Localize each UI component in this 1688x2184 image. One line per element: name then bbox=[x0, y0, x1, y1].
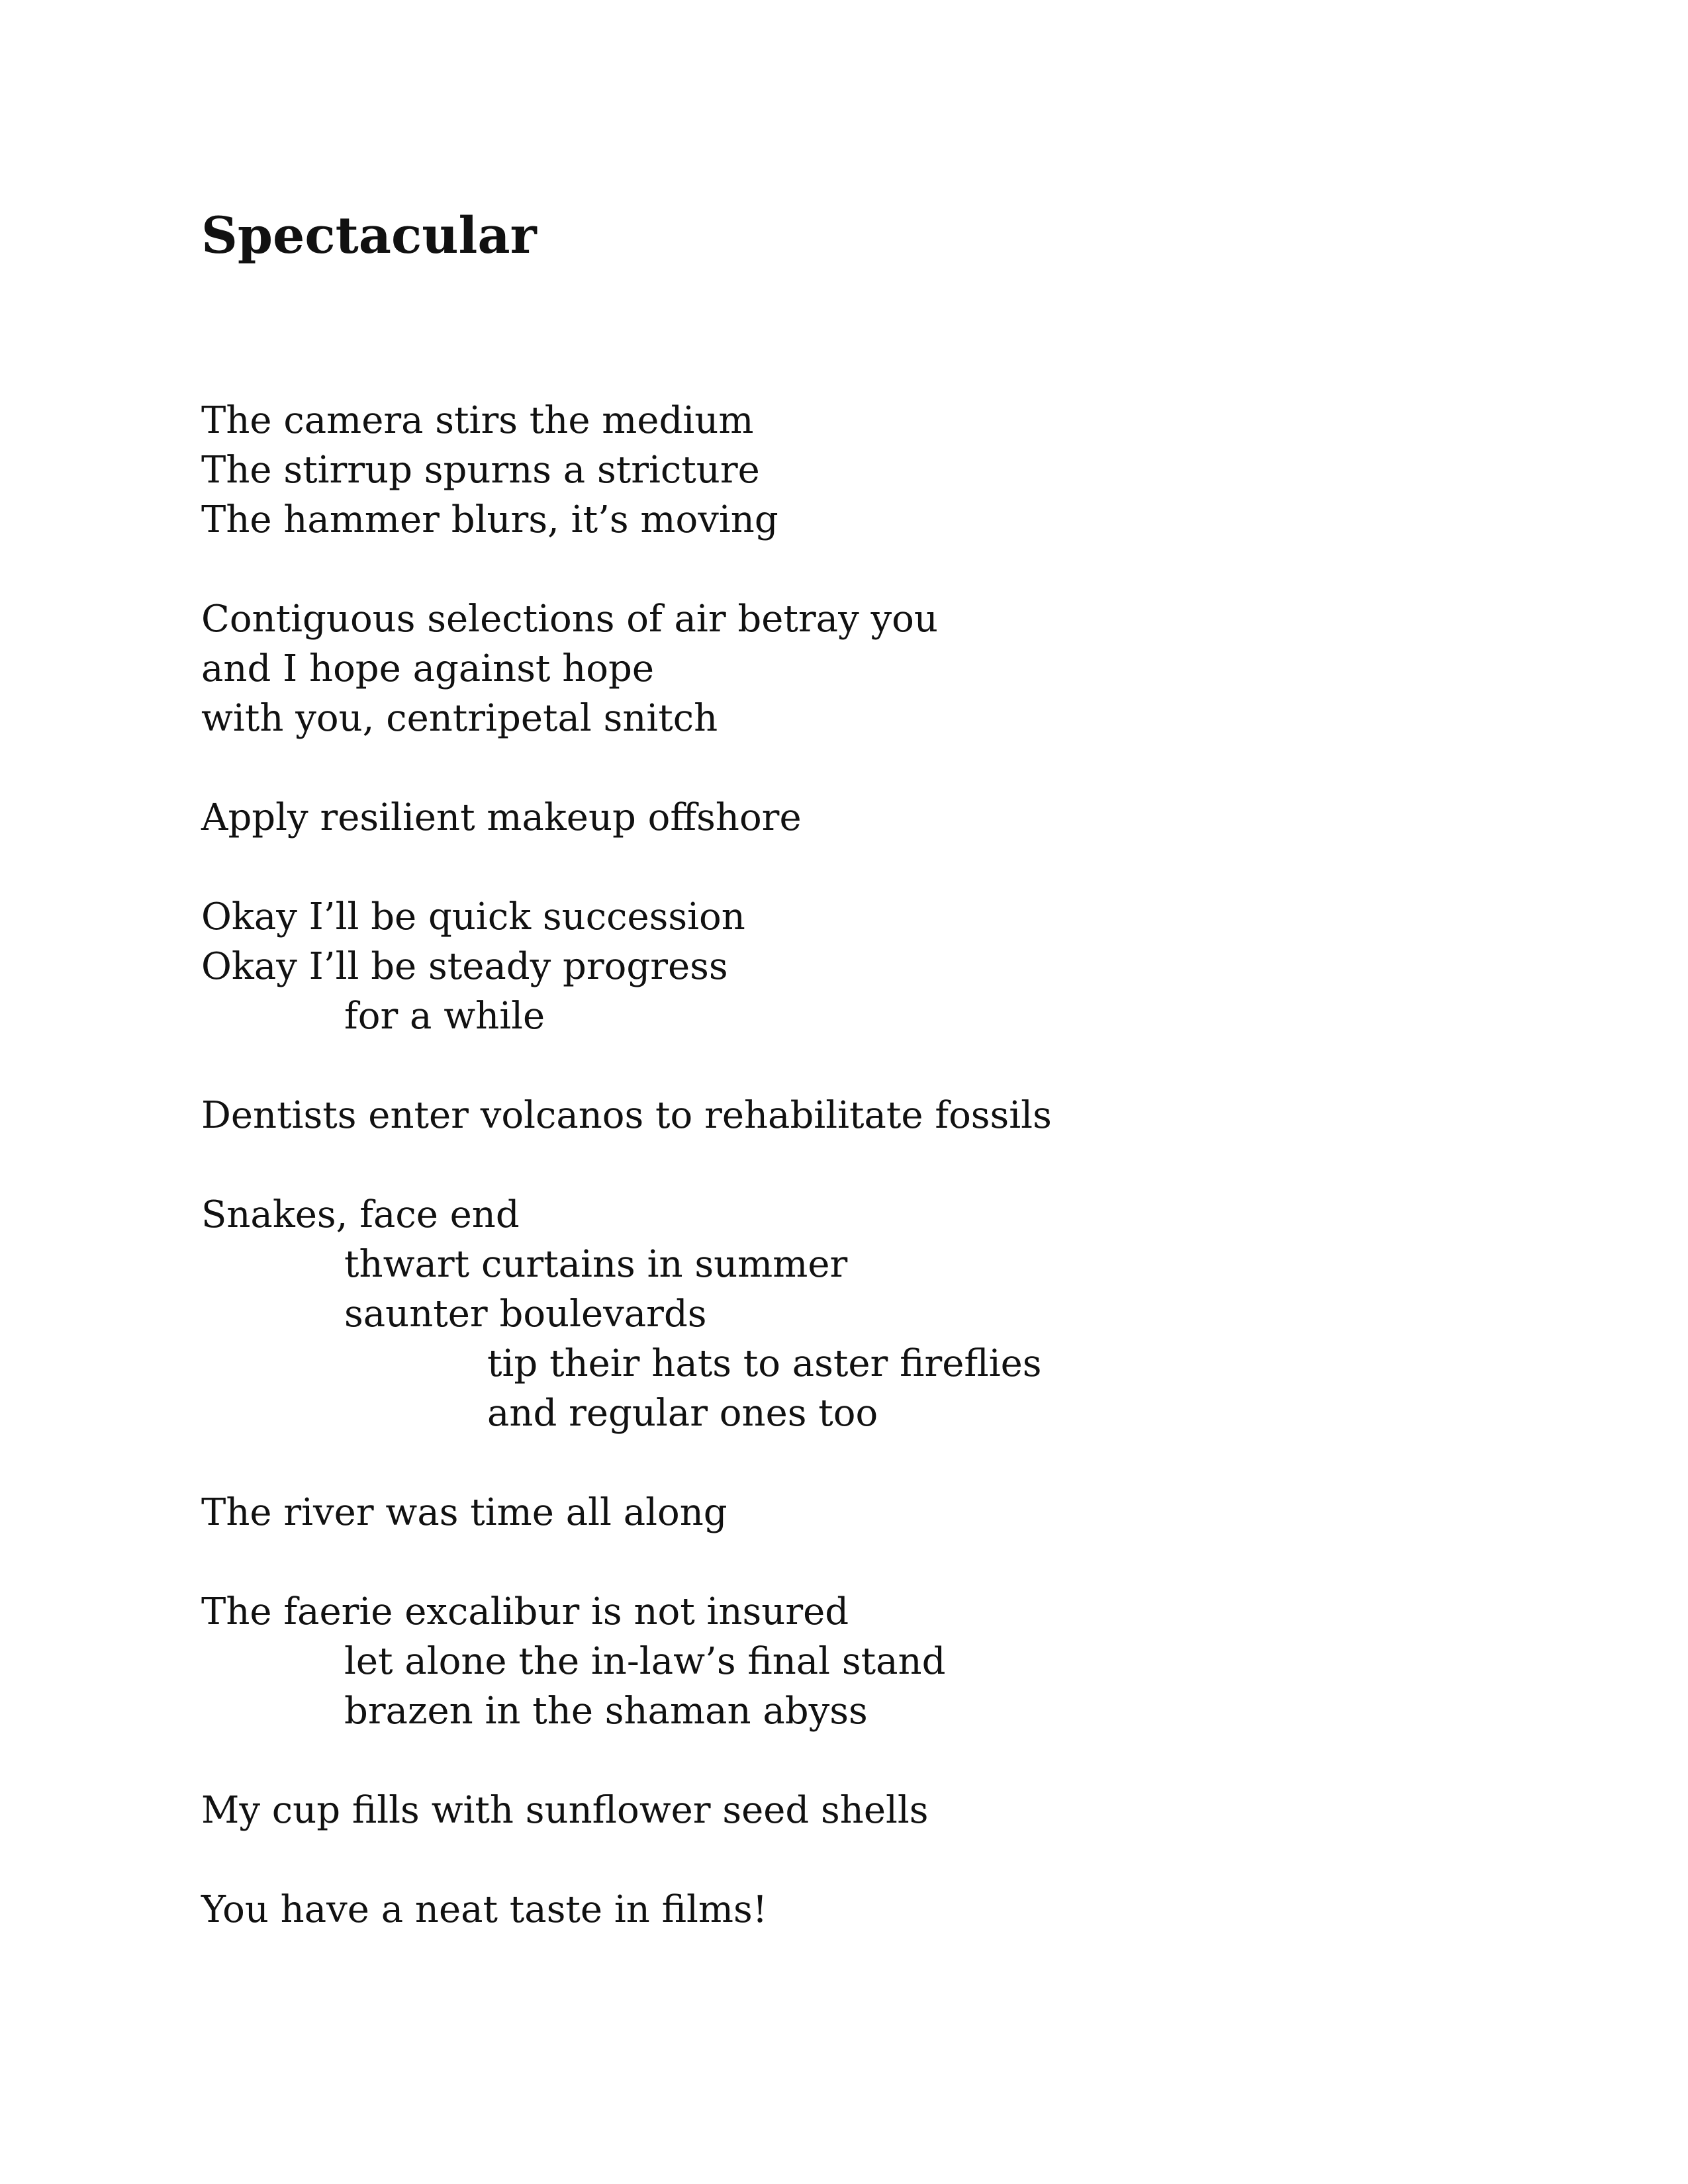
stanza-break bbox=[201, 842, 1591, 892]
poem-line: Snakes, face end bbox=[201, 1193, 520, 1236]
poem-line-double-indented: tip their hats to aster fireflies bbox=[487, 1342, 1042, 1385]
stanza-break bbox=[201, 743, 1591, 793]
stanza-break bbox=[201, 1140, 1591, 1190]
poem-line-indented: brazen in the shaman abyss bbox=[344, 1690, 868, 1733]
poem-line: Apply resilient makeup offshore bbox=[201, 796, 802, 839]
poem-line: The hammer blurs, it’s moving bbox=[201, 498, 778, 541]
poem-line: Contiguous selections of air betray you bbox=[201, 598, 938, 641]
stanza-4 bbox=[201, 892, 1591, 1041]
poem-line: The stirrup spurns a stricture bbox=[201, 449, 760, 492]
stanza-break bbox=[201, 545, 1591, 594]
poem-line: You have a neat taste in films! bbox=[201, 1888, 768, 1931]
poem-line: and I hope against hope bbox=[201, 647, 655, 690]
poem-line: with you, centripetal snitch bbox=[201, 697, 718, 740]
poem-line-indented: thwart curtains in summer bbox=[344, 1243, 848, 1286]
poem-line: Okay I’ll be steady progress bbox=[201, 945, 728, 988]
stanza-8 bbox=[201, 1587, 1591, 1736]
stanza-3 bbox=[201, 793, 1591, 842]
poem-title: Spectacular bbox=[201, 206, 537, 265]
poem-line-indented: for a while bbox=[344, 995, 545, 1038]
stanza-6 bbox=[201, 1190, 1591, 1438]
stanza-break bbox=[201, 1438, 1591, 1488]
poem-line: The camera stirs the medium bbox=[201, 399, 754, 442]
stanza-10 bbox=[201, 1885, 1591, 1934]
stanza-break bbox=[201, 1537, 1591, 1587]
stanza-7 bbox=[201, 1488, 1591, 1537]
stanza-break bbox=[201, 1041, 1591, 1091]
poem-line-double-indented: and regular ones too bbox=[487, 1392, 878, 1435]
poem-line: The faerie excalibur is not insured bbox=[201, 1590, 849, 1633]
poem-line-indented: let alone the in-law’s final stand bbox=[344, 1640, 946, 1683]
stanza-break bbox=[201, 1835, 1591, 1885]
stanza-1 bbox=[201, 396, 1591, 545]
poem-line-indented: saunter boulevards bbox=[344, 1293, 707, 1336]
poem-line: My cup fills with sunflower seed shells bbox=[201, 1789, 929, 1832]
poem-line: Okay I’ll be quick succession bbox=[201, 895, 745, 938]
poem-line: Dentists enter volcanos to rehabilitate fossils bbox=[201, 1094, 1052, 1137]
poem-line: The river was time all along bbox=[201, 1491, 727, 1534]
stanza-2 bbox=[201, 594, 1591, 743]
stanza-9 bbox=[201, 1786, 1591, 1835]
stanza-break bbox=[201, 1736, 1591, 1786]
stanza-5 bbox=[201, 1091, 1591, 1140]
poem-body bbox=[201, 396, 1591, 1934]
